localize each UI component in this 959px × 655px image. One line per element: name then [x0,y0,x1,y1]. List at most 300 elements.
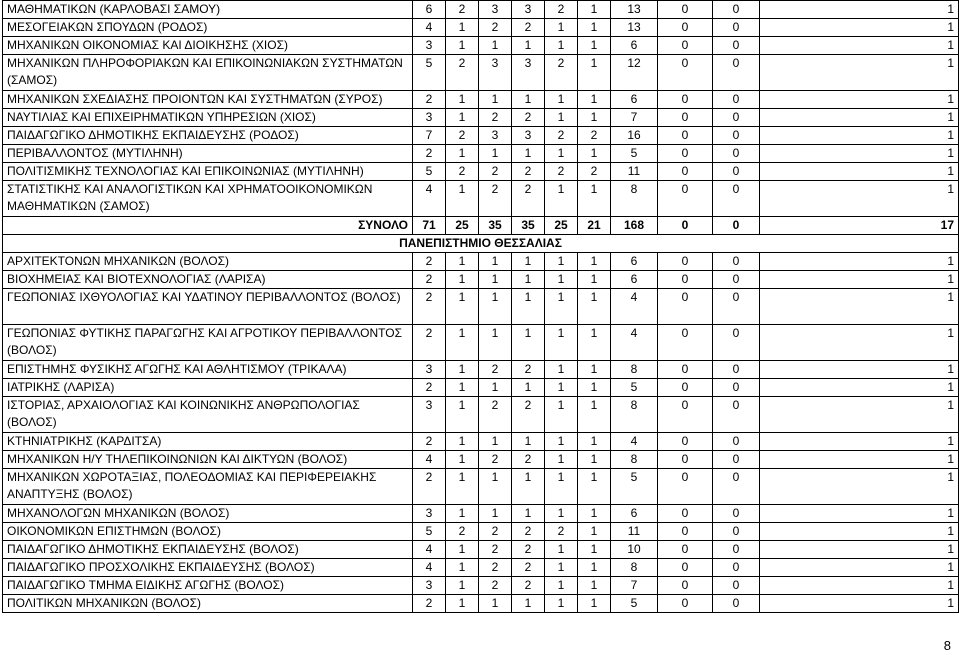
value-cell: 1 [760,127,959,145]
table-row [3,397,959,433]
department-name: ΝΑΥΤΙΛΙΑΣ ΚΑΙ ΕΠΙΧΕΙΡΗΜΑΤΙΚΩΝ ΥΠΗΡΕΣΙΩΝ (ΧΙΟΣ) [3,109,413,127]
value-cell: 1 [545,271,578,289]
total-cell: 168 [611,217,658,235]
value-cell: 2 [413,469,446,505]
value-cell: 1 [512,505,545,523]
value-cell: 1 [760,505,959,523]
value-cell: 1 [446,433,479,451]
value-cell: 8 [611,361,658,379]
value-cell: 11 [611,523,658,541]
value-cell: 0 [713,19,760,37]
value-cell: 0 [713,433,760,451]
table-row [3,37,959,55]
value-cell: 0 [658,541,713,559]
value-cell: 1 [578,433,611,451]
value-cell: 2 [512,109,545,127]
value-cell: 3 [413,109,446,127]
value-cell: 1 [578,289,611,325]
value-cell: 0 [713,541,760,559]
value-cell: 1 [760,19,959,37]
value-cell: 13 [611,1,658,19]
value-cell: 1 [578,19,611,37]
total-row [3,217,959,235]
value-cell: 1 [446,469,479,505]
value-cell: 2 [413,325,446,361]
table-row [3,325,959,361]
value-cell: 2 [413,289,446,325]
value-cell: 11 [611,163,658,181]
value-cell: 3 [512,1,545,19]
value-cell: 8 [611,451,658,469]
value-cell: 1 [479,253,512,271]
value-cell: 1 [545,541,578,559]
value-cell: 1 [446,541,479,559]
value-cell: 1 [512,37,545,55]
value-cell: 2 [413,145,446,163]
value-cell: 2 [512,181,545,217]
value-cell: 0 [713,469,760,505]
table-row [3,19,959,37]
department-name: ΠΟΛΙΤΙΣΜΙΚΗΣ ΤΕΧΝΟΛΟΓΙΑΣ ΚΑΙ ΕΠΙΚΟΙΝΩΝΙΑΣ (ΜΥΤΙΛΗΝΗ) [3,163,413,181]
value-cell: 2 [545,523,578,541]
department-name: ΚΤΗΝΙΑΤΡΙΚΗΣ (ΚΑΡΔΙΤΣΑ) [3,433,413,451]
department-name: ΜΗΧΑΝΙΚΩΝ ΟΙΚΟΝΟΜΙΑΣ ΚΑΙ ΔΙΟΙΚΗΣΗΣ (ΧΙΟΣ) [3,37,413,55]
value-cell: 2 [446,55,479,91]
value-cell: 1 [512,379,545,397]
value-cell: 3 [413,577,446,595]
value-cell: 1 [545,325,578,361]
department-name: ΠΑΙΔΑΓΩΓΙΚΟ ΠΡΟΣΧΟΛΙΚΗΣ ΕΚΠΑΙΔΕΥΣΗΣ (ΒΟΛΟΣ) [3,559,413,577]
value-cell: 0 [658,469,713,505]
value-cell: 1 [578,505,611,523]
department-name: ΜΗΧΑΝΙΚΩΝ Η/Υ ΤΗΛΕΠΙΚΟΙΝΩΝΙΩΝ ΚΑΙ ΔΙΚΤΥΩΝ (ΒΟΛΟΣ) [3,451,413,469]
table-row [3,271,959,289]
table-row [3,163,959,181]
value-cell: 1 [446,19,479,37]
total-cell: 25 [446,217,479,235]
value-cell: 1 [512,433,545,451]
value-cell: 1 [760,37,959,55]
department-name: ΜΗΧΑΝΙΚΩΝ ΧΩΡΟΤΑΞΙΑΣ, ΠΟΛΕΟΔΟΜΙΑΣ ΚΑΙ ΠΕΡΙΦΕΡΕΙΑΚΗΣ ΑΝΑΠΤΥΞΗΣ (ΒΟΛΟΣ) [3,469,413,505]
value-cell: 0 [713,109,760,127]
value-cell: 1 [578,91,611,109]
department-name: ΓΕΩΠΟΝΙΑΣ ΦΥΤΙΚΗΣ ΠΑΡΑΓΩΓΗΣ ΚΑΙ ΑΓΡΟΤΙΚΟΥ ΠΕΡΙΒΑΛΛΟΝΤΟΣ (ΒΟΛΟΣ) [3,325,413,361]
value-cell: 0 [713,523,760,541]
value-cell: 1 [545,37,578,55]
value-cell: 2 [512,397,545,433]
value-cell: 2 [512,163,545,181]
value-cell: 1 [760,397,959,433]
value-cell: 0 [658,289,713,325]
value-cell: 0 [713,253,760,271]
value-cell: 0 [713,595,760,613]
value-cell: 2 [446,127,479,145]
value-cell: 2 [512,577,545,595]
value-cell: 2 [479,577,512,595]
value-cell: 2 [512,451,545,469]
department-name: ΕΠΙΣΤΗΜΗΣ ΦΥΣΙΚΗΣ ΑΓΩΓΗΣ ΚΑΙ ΑΘΛΗΤΙΣΜΟΥ (ΤΡΙΚΑΛΑ) [3,361,413,379]
value-cell: 0 [658,577,713,595]
value-cell: 1 [578,541,611,559]
table-row [3,433,959,451]
value-cell: 0 [658,361,713,379]
department-name: ΜΗΧΑΝΙΚΩΝ ΠΛΗΡΟΦΟΡΙΑΚΩΝ ΚΑΙ ΕΠΙΚΟΙΝΩΝΙΑΚΩΝ ΣΥΣΤΗΜΑΤΩΝ (ΣΑΜΟΣ) [3,55,413,91]
table-row [3,361,959,379]
value-cell: 1 [545,595,578,613]
table-row [3,289,959,325]
value-cell: 4 [413,559,446,577]
value-cell: 6 [413,1,446,19]
value-cell: 2 [479,451,512,469]
value-cell: 1 [760,253,959,271]
value-cell: 1 [760,451,959,469]
value-cell: 1 [760,325,959,361]
value-cell: 1 [578,523,611,541]
value-cell: 1 [545,559,578,577]
department-name: ΠΑΙΔΑΓΩΓΙΚΟ ΤΜΗΜΑ ΕΙΔΙΚΗΣ ΑΓΩΓΗΣ (ΒΟΛΟΣ) [3,577,413,595]
value-cell: 0 [713,55,760,91]
value-cell: 0 [658,37,713,55]
value-cell: 1 [545,505,578,523]
total-cell: 35 [479,217,512,235]
table-row [3,379,959,397]
value-cell: 2 [413,271,446,289]
value-cell: 1 [446,379,479,397]
value-cell: 1 [479,505,512,523]
value-cell: 2 [446,523,479,541]
value-cell: 0 [713,271,760,289]
value-cell: 3 [479,1,512,19]
value-cell: 1 [545,19,578,37]
value-cell: 0 [713,127,760,145]
value-cell: 5 [413,163,446,181]
total-cell: 25 [545,217,578,235]
value-cell: 2 [512,361,545,379]
value-cell: 1 [578,361,611,379]
value-cell: 1 [760,109,959,127]
value-cell: 0 [713,289,760,325]
value-cell: 1 [479,91,512,109]
section-title: ΠΑΝΕΠΙΣΤΗΜΙΟ ΘΕΣΣΑΛΙΑΣ [3,235,959,253]
value-cell: 1 [760,361,959,379]
value-cell: 1 [479,469,512,505]
data-table [2,0,959,613]
value-cell: 5 [413,523,446,541]
value-cell: 1 [479,379,512,397]
value-cell: 6 [611,37,658,55]
value-cell: 4 [611,433,658,451]
value-cell: 1 [578,469,611,505]
department-name: ΓΕΩΠΟΝΙΑΣ ΙΧΘΥΟΛΟΓΙΑΣ ΚΑΙ ΥΔΑΤΙΝΟΥ ΠΕΡΙΒΑΛΛΟΝΤΟΣ (ΒΟΛΟΣ) [3,289,413,325]
value-cell: 1 [479,433,512,451]
value-cell: 1 [479,271,512,289]
value-cell: 1 [512,325,545,361]
value-cell: 0 [658,397,713,433]
value-cell: 0 [658,595,713,613]
value-cell: 1 [446,559,479,577]
value-cell: 2 [545,1,578,19]
value-cell: 1 [479,145,512,163]
value-cell: 1 [578,1,611,19]
total-cell: 0 [713,217,760,235]
value-cell: 0 [658,559,713,577]
value-cell: 2 [413,253,446,271]
value-cell: 1 [578,37,611,55]
value-cell: 2 [479,181,512,217]
table-row [3,523,959,541]
table-row [3,127,959,145]
value-cell: 0 [713,379,760,397]
value-cell: 0 [658,91,713,109]
table-row [3,109,959,127]
value-cell: 0 [658,505,713,523]
value-cell: 0 [658,325,713,361]
department-name: ΑΡΧΙΤΕΚΤΟΝΩΝ ΜΗΧΑΝΙΚΩΝ (ΒΟΛΟΣ) [3,253,413,271]
department-name: ΙΑΤΡΙΚΗΣ (ΛΑΡΙΣΑ) [3,379,413,397]
value-cell: 3 [413,505,446,523]
table-total [3,217,959,253]
value-cell: 0 [713,145,760,163]
value-cell: 5 [413,55,446,91]
total-cell: 35 [512,217,545,235]
value-cell: 1 [545,289,578,325]
value-cell: 1 [578,271,611,289]
department-name: ΠΟΛΙΤΙΚΩΝ ΜΗΧΑΝΙΚΩΝ (ΒΟΛΟΣ) [3,595,413,613]
value-cell: 3 [413,397,446,433]
value-cell: 2 [479,397,512,433]
value-cell: 1 [545,433,578,451]
value-cell: 0 [713,181,760,217]
value-cell: 13 [611,19,658,37]
department-name: ΜΗΧΑΝΟΛΟΓΩΝ ΜΗΧΑΝΙΚΩΝ (ΒΟΛΟΣ) [3,505,413,523]
value-cell: 1 [446,253,479,271]
value-cell: 1 [578,577,611,595]
value-cell: 1 [446,289,479,325]
value-cell: 1 [545,361,578,379]
value-cell: 0 [658,523,713,541]
value-cell: 1 [760,55,959,91]
value-cell: 0 [713,577,760,595]
value-cell: 1 [760,145,959,163]
value-cell: 1 [760,559,959,577]
value-cell: 6 [611,91,658,109]
department-name: ΙΣΤΟΡΙΑΣ, ΑΡΧΑΙΟΛΟΓΙΑΣ ΚΑΙ ΚΟΙΝΩΝΙΚΗΣ ΑΝΘΡΩΠΟΛΟΓΙΑΣ (ΒΟΛΟΣ) [3,397,413,433]
value-cell: 0 [658,19,713,37]
value-cell: 1 [760,577,959,595]
value-cell: 8 [611,181,658,217]
value-cell: 12 [611,55,658,91]
value-cell: 1 [512,289,545,325]
department-name: ΟΙΚΟΝΟΜΙΚΩΝ ΕΠΙΣΤΗΜΩΝ (ΒΟΛΟΣ) [3,523,413,541]
value-cell: 2 [479,523,512,541]
value-cell: 1 [512,145,545,163]
table-row [3,181,959,217]
value-cell: 1 [512,271,545,289]
value-cell: 0 [658,379,713,397]
value-cell: 1 [512,253,545,271]
value-cell: 1 [760,181,959,217]
value-cell: 1 [446,577,479,595]
value-cell: 0 [658,271,713,289]
value-cell: 2 [413,433,446,451]
table-row [3,559,959,577]
table-row [3,595,959,613]
table-row [3,91,959,109]
value-cell: 1 [512,91,545,109]
value-cell: 8 [611,397,658,433]
department-name: ΜΕΣΟΓΕΙΑΚΩΝ ΣΠΟΥΔΩΝ (ΡΟΔΟΣ) [3,19,413,37]
table-row [3,541,959,559]
value-cell: 2 [545,55,578,91]
value-cell: 1 [545,181,578,217]
value-cell: 1 [446,181,479,217]
table-row [3,145,959,163]
value-cell: 1 [760,433,959,451]
table-row [3,253,959,271]
value-cell: 7 [611,109,658,127]
value-cell: 0 [658,253,713,271]
value-cell: 2 [413,379,446,397]
value-cell: 6 [611,505,658,523]
value-cell: 5 [611,595,658,613]
value-cell: 2 [479,163,512,181]
value-cell: 4 [413,19,446,37]
value-cell: 0 [713,451,760,469]
value-cell: 1 [760,289,959,325]
value-cell: 0 [713,1,760,19]
value-cell: 1 [578,451,611,469]
value-cell: 1 [760,595,959,613]
value-cell: 4 [413,181,446,217]
value-cell: 1 [446,451,479,469]
value-cell: 0 [658,181,713,217]
total-cell: 21 [578,217,611,235]
value-cell: 2 [446,163,479,181]
value-cell: 1 [446,37,479,55]
value-cell: 7 [611,577,658,595]
value-cell: 4 [611,289,658,325]
page-number: 8 [943,638,951,653]
value-cell: 1 [760,91,959,109]
value-cell: 8 [611,559,658,577]
value-cell: 4 [413,451,446,469]
value-cell: 1 [578,253,611,271]
value-cell: 6 [611,253,658,271]
value-cell: 1 [446,325,479,361]
value-cell: 2 [512,523,545,541]
value-cell: 1 [446,109,479,127]
value-cell: 1 [446,145,479,163]
value-cell: 2 [578,127,611,145]
value-cell: 1 [760,523,959,541]
department-name: ΜΑΘΗΜΑΤΙΚΩΝ (ΚΑΡΛΟΒΑΣΙ ΣΑΜΟΥ) [3,1,413,19]
value-cell: 2 [578,163,611,181]
table-row [3,469,959,505]
value-cell: 0 [658,109,713,127]
value-cell: 1 [545,397,578,433]
table-row [3,577,959,595]
value-cell: 0 [713,361,760,379]
value-cell: 0 [713,505,760,523]
value-cell: 1 [578,181,611,217]
value-cell: 0 [713,37,760,55]
total-cell: 71 [413,217,446,235]
value-cell: 1 [545,109,578,127]
value-cell: 1 [446,271,479,289]
value-cell: 2 [545,127,578,145]
value-cell: 1 [545,577,578,595]
value-cell: 2 [512,541,545,559]
total-label: ΣΥΝΟΛΟ [3,217,413,235]
value-cell: 0 [658,127,713,145]
table-row [3,505,959,523]
value-cell: 2 [479,559,512,577]
value-cell: 0 [713,325,760,361]
value-cell: 3 [512,127,545,145]
value-cell: 1 [512,469,545,505]
total-cell: 17 [760,217,959,235]
value-cell: 1 [578,55,611,91]
department-name: ΠΑΙΔΑΓΩΓΙΚΟ ΔΗΜΟΤΙΚΗΣ ΕΚΠΑΙΔΕΥΣΗΣ (ΡΟΔΟΣ) [3,127,413,145]
value-cell: 0 [658,1,713,19]
value-cell: 6 [611,271,658,289]
value-cell: 2 [479,361,512,379]
value-cell: 1 [760,541,959,559]
value-cell: 1 [545,145,578,163]
value-cell: 5 [611,469,658,505]
value-cell: 2 [413,595,446,613]
value-cell: 1 [578,559,611,577]
value-cell: 2 [479,19,512,37]
value-cell: 3 [479,127,512,145]
value-cell: 1 [578,595,611,613]
value-cell: 1 [545,91,578,109]
value-cell: 1 [446,91,479,109]
value-cell: 4 [413,541,446,559]
total-cell: 0 [658,217,713,235]
value-cell: 1 [760,469,959,505]
value-cell: 3 [413,37,446,55]
value-cell: 0 [658,145,713,163]
value-cell: 10 [611,541,658,559]
table-body-bottom [3,253,959,613]
value-cell: 1 [446,505,479,523]
value-cell: 0 [713,397,760,433]
value-cell: 1 [545,253,578,271]
value-cell: 2 [512,559,545,577]
table-row [3,451,959,469]
value-cell: 1 [578,397,611,433]
value-cell: 16 [611,127,658,145]
value-cell: 7 [413,127,446,145]
value-cell: 1 [446,361,479,379]
table-row [3,55,959,91]
table-body-top [3,1,959,217]
value-cell: 1 [446,595,479,613]
value-cell: 5 [611,379,658,397]
value-cell: 1 [446,397,479,433]
value-cell: 1 [545,451,578,469]
value-cell: 0 [658,163,713,181]
value-cell: 1 [512,595,545,613]
value-cell: 1 [545,379,578,397]
value-cell: 2 [479,541,512,559]
value-cell: 4 [611,325,658,361]
department-name: ΜΗΧΑΝΙΚΩΝ ΣΧΕΔΙΑΣΗΣ ΠΡΟΙΟΝΤΩΝ ΚΑΙ ΣΥΣΤΗΜΑΤΩΝ (ΣΥΡΟΣ) [3,91,413,109]
value-cell: 1 [760,163,959,181]
value-cell: 2 [413,91,446,109]
value-cell: 5 [611,145,658,163]
